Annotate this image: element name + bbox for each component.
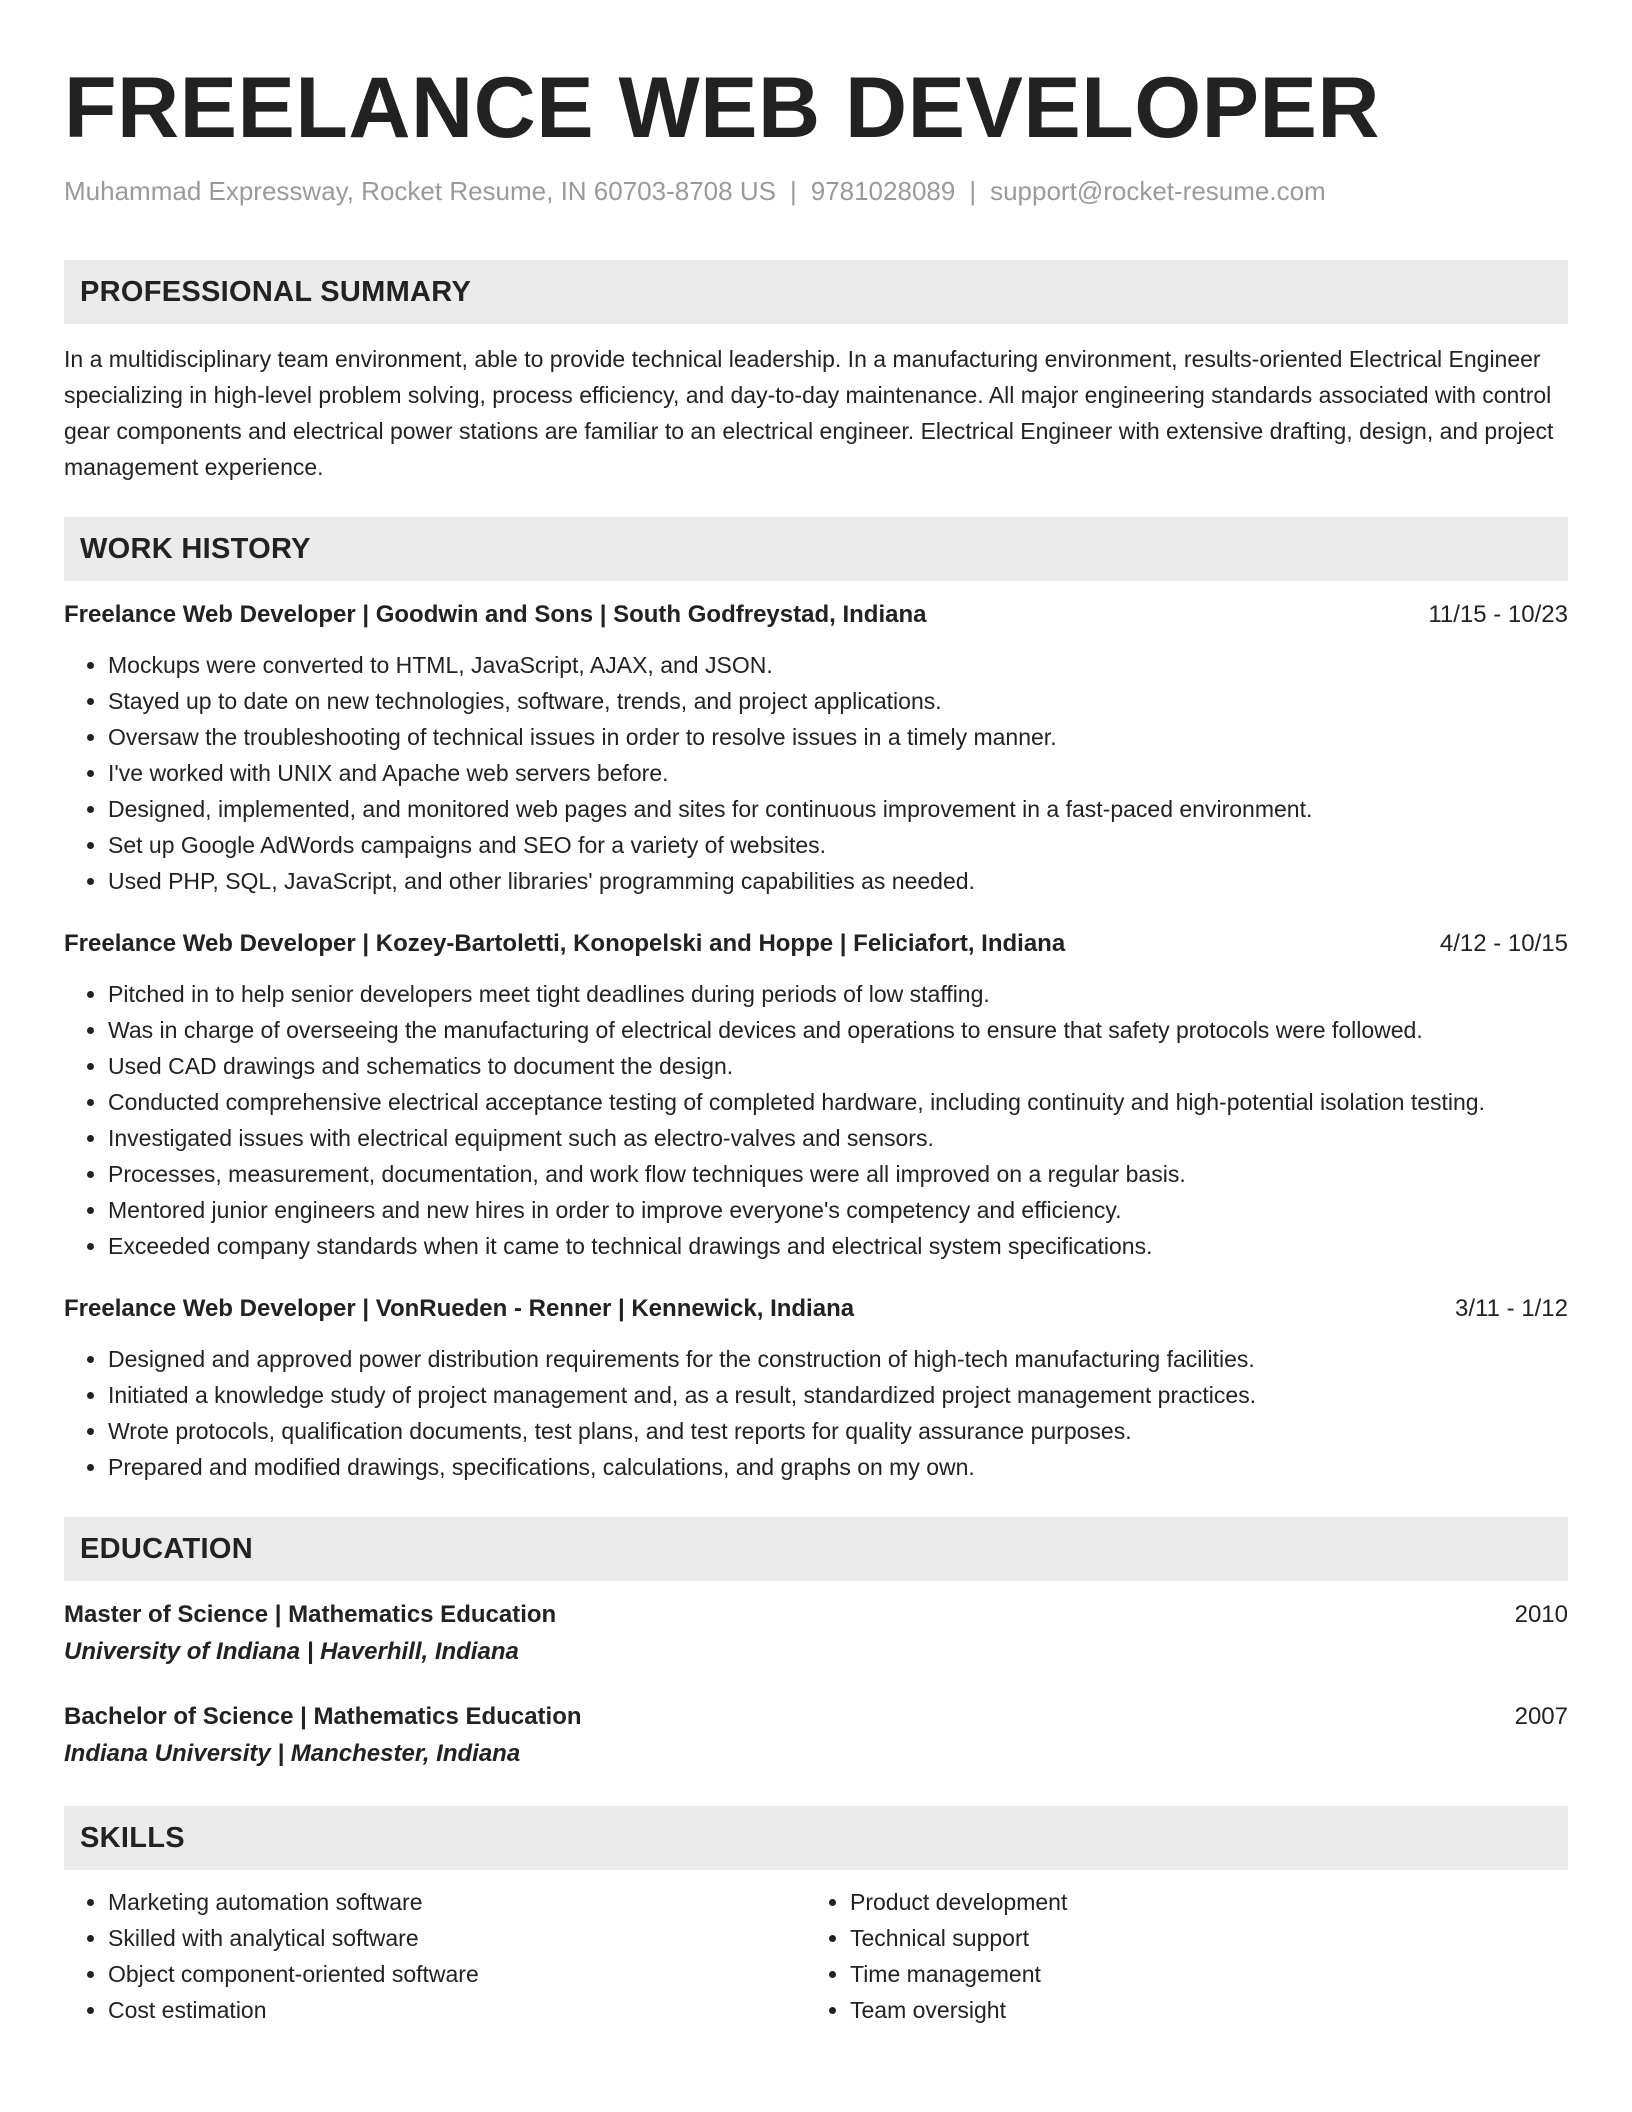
section-header-summary: [64, 260, 1568, 324]
skills-columns: [64, 1884, 1568, 2028]
job-dates: 3/11 - 1/12: [1455, 1295, 1568, 1322]
job-dates: 4/12 - 10/15: [1439, 930, 1568, 957]
education-degree: Bachelor of Science | Mathematics Education: [64, 1703, 582, 1730]
section-title: SKILLS: [80, 1821, 185, 1854]
list-item: • Investigated issues with electrical equipment such as electro-valves and sensors.: [108, 1120, 1568, 1156]
list-item: • Designed and approved power distribution requirements for the construction of high-tech manufacturing facilities.: [108, 1341, 1568, 1377]
list-item: • Team oversight: [850, 1992, 1548, 2028]
job-header: [64, 1292, 1568, 1326]
job-bullets: [64, 976, 1568, 1264]
job-entry: [64, 1292, 1568, 1485]
list-item: • Pitched in to help senior developers meet tight deadlines during periods of low staffing.: [108, 976, 1568, 1012]
job-header: [64, 598, 1568, 632]
list-item: • Wrote protocols, qualification documents, test plans, and test reports for quality assurance purposes.: [108, 1413, 1568, 1449]
skills-list-right: [806, 1884, 1548, 2028]
list-item: • Skilled with analytical software: [108, 1920, 806, 1956]
list-item: • Mentored junior engineers and new hires in order to improve everyone's competency and efficiency.: [108, 1192, 1568, 1228]
job-title: Freelance Web Developer | VonRueden - Renner | Kennewick, Indiana: [64, 1295, 855, 1322]
education-year: 2007: [1514, 1703, 1568, 1730]
education-degree: Master of Science | Mathematics Education: [64, 1601, 557, 1628]
section-header-skills: [64, 1806, 1568, 1870]
job-entry: [64, 927, 1568, 1264]
section-title: PROFESSIONAL SUMMARY: [80, 275, 472, 308]
section-title: WORK HISTORY: [80, 532, 311, 565]
education-school: Indiana University | Manchester, Indiana: [64, 1740, 521, 1767]
resume-page: [64, 0, 1568, 2028]
education-entry: [64, 1700, 1568, 1774]
job-entry: [64, 598, 1568, 899]
list-item: • Processes, measurement, documentation, and work flow techniques were all improved on a regular basis.: [108, 1156, 1568, 1192]
resume-name: FREELANCE WEB DEVELOPER: [64, 60, 1380, 156]
list-item: • Designed, implemented, and monitored web pages and sites for continuous improvement in a fast-paced environment.: [108, 791, 1568, 827]
contact-email: support@rocket-resume.com: [990, 176, 1326, 206]
list-item: • Prepared and modified drawings, specifications, calculations, and graphs on my own.: [108, 1449, 1568, 1485]
list-item: • Used PHP, SQL, JavaScript, and other libraries' programming capabilities as needed.: [108, 863, 1568, 899]
education-header: [64, 1598, 1568, 1632]
list-item: • Cost estimation: [108, 1992, 806, 2028]
job-title: Freelance Web Developer | Kozey-Bartoletti, Konopelski and Hoppe | Feliciafort, Indiana: [64, 930, 1066, 957]
list-item: • Initiated a knowledge study of project management and, as a result, standardized project management practices.: [108, 1377, 1568, 1413]
job-bullets: [64, 1341, 1568, 1485]
list-item: • Oversaw the troubleshooting of technical issues in order to resolve issues in a timely manner.: [108, 719, 1568, 755]
section-header-education: [64, 1517, 1568, 1581]
job-bullets: [64, 647, 1568, 899]
job-dates: 11/15 - 10/23: [1428, 601, 1568, 628]
list-item: • Conducted comprehensive electrical acceptance testing of completed hardware, including continuity and high-potential isolation testing.: [108, 1084, 1568, 1120]
section-header-work-history: [64, 517, 1568, 581]
list-item: • Object component-oriented software: [108, 1956, 806, 1992]
contact-phone: 9781028089: [810, 176, 956, 206]
contact-separator: |: [789, 176, 797, 206]
list-item: • Set up Google AdWords campaigns and SEO for a variety of websites.: [108, 827, 1568, 863]
education-entry: [64, 1598, 1568, 1672]
education-school: University of Indiana | Haverhill, Indiana: [64, 1638, 519, 1665]
summary-text: In a multidisciplinary team environment, able to provide technical leadership. In a manufacturing environment, results-oriented Electrical Engineer specializing in high-level problem solving, process efficiency, and day-to-day maintenance. All major engineering standards associated with control gear components and electrical power stations are familiar to an electrical engineer. Electrical Engineer with extensive drafting, design, and project management experience.: [64, 346, 1554, 480]
job-header: [64, 927, 1568, 961]
list-item: • I've worked with UNIX and Apache web servers before.: [108, 755, 1568, 791]
job-title: Freelance Web Developer | Goodwin and Sons | South Godfreystad, Indiana: [64, 601, 927, 628]
list-item: • Mockups were converted to HTML, JavaScript, AJAX, and JSON.: [108, 647, 1568, 683]
list-item: • Technical support: [850, 1920, 1548, 1956]
list-item: • Was in charge of overseeing the manufacturing of electrical devices and operations to ensure that safety protocols were followed.: [108, 1012, 1568, 1048]
list-item: • Marketing automation software: [108, 1884, 806, 1920]
list-item: • Exceeded company standards when it came to technical drawings and electrical system specifications.: [108, 1228, 1568, 1264]
contact-separator: |: [969, 176, 977, 206]
list-item: • Used CAD drawings and schematics to document the design.: [108, 1048, 1568, 1084]
education-header: [64, 1700, 1568, 1734]
skills-list-left: [64, 1884, 806, 2028]
list-item: • Product development: [850, 1884, 1548, 1920]
section-title: EDUCATION: [80, 1532, 253, 1565]
list-item: • Time management: [850, 1956, 1548, 1992]
education-year: 2010: [1514, 1601, 1568, 1628]
contact-line: [64, 174, 1568, 208]
contact-address: Muhammad Expressway, Rocket Resume, IN 60703-8708 US: [64, 176, 776, 206]
list-item: • Stayed up to date on new technologies, software, trends, and project applications.: [108, 683, 1568, 719]
